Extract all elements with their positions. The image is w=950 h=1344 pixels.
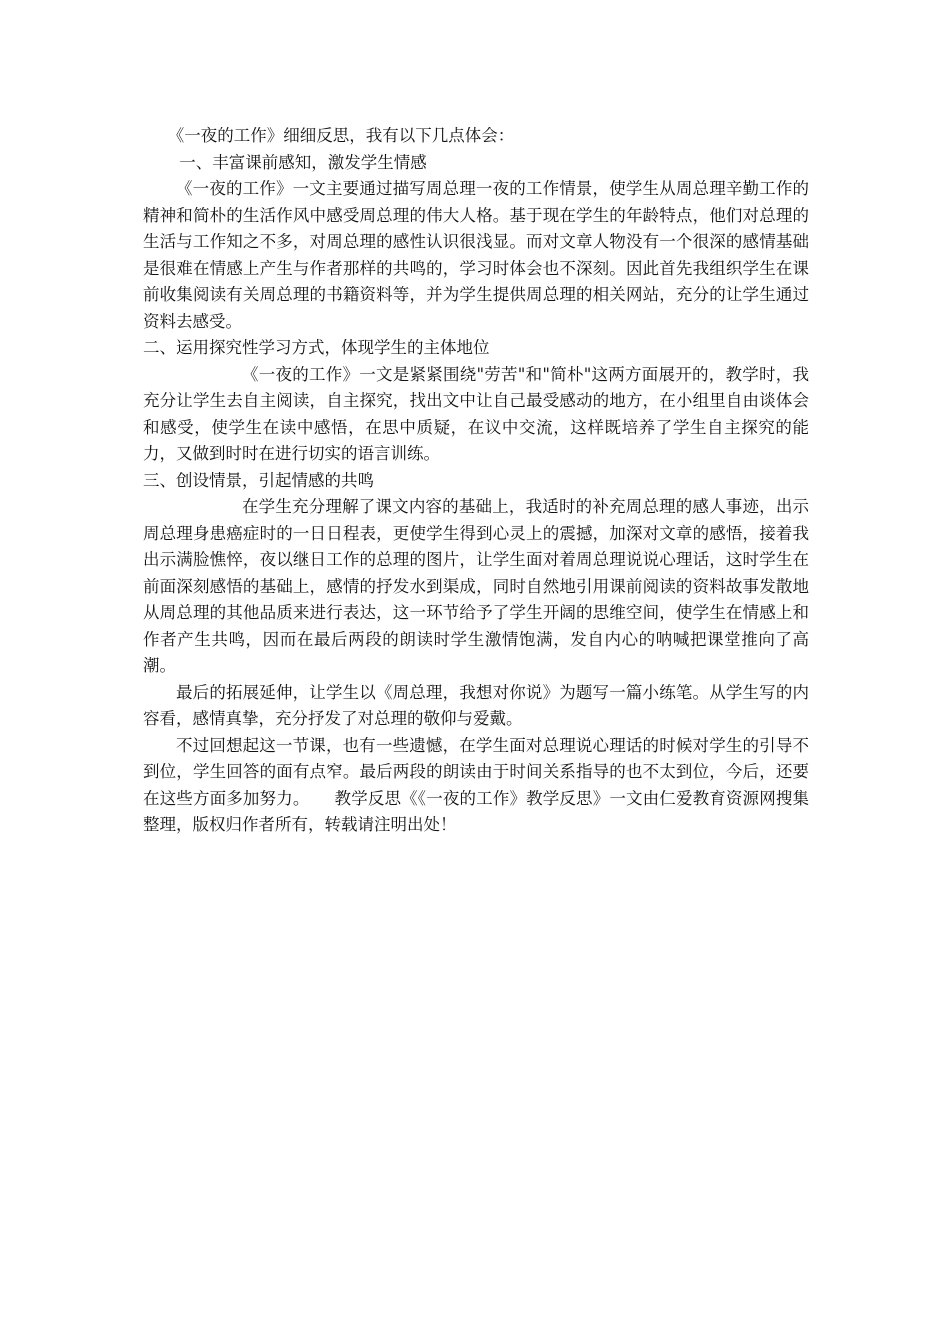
reflection-paragraph: 不过回想起这一节课，也有一些遗憾，在学生面对总理说心理话的时候对学生的引导不到位，学生回答的面有点窄。最后两段的朗读由于时间关系指导的也不太到位，今后，还要在这些方面多加努力。 教学反思《《一夜的工作》教学反思》一文由仁爱教育资源网搜集整理，版权归作者所有，转载请注明出处！ (143, 735, 809, 834)
section-1-heading: 一、丰富课前感知，激发学生情感 (179, 152, 427, 172)
document-body (143, 123, 809, 839)
section-1-paragraph: 《一夜的工作》一文主要通过描写周总理一夜的工作情景，使学生从周总理辛勤工作的精神和简朴的生活作风中感受周总理的伟大人格。基于现在学生的年龄特点，他们对总理的生活与工作知之不多，对周总理的感性认识很浅显。而对文章人物没有一个很深的感情基础是很难在情感上产生与作者那样的共鸣的，学习时体会也不深刻。因此首先我组织学生在课前收集阅读有关周总理的书籍资料等，并为学生提供周总理的相关网站，充分的让学生通过资料去感受。 (143, 179, 809, 331)
section-3-paragraph: 在学生充分理解了课文内容的基础上，我适时的补充周总理的感人事迹，出示周总理身患癌症时的一日日程表，更使学生得到心灵上的震撼，加深对文章的感悟，接着我出示满脸憔悴，夜以继日工作的总理的图片，让学生面对着周总理说说心理话，这时学生在前面深刻感悟的基础上，感情的抒发水到渠成，同时自然地引用课前阅读的资料故事发散地从周总理的其他品质来进行表达，这一环节给予了学生开阔的思维空间，使学生在情感上和作者产生共鸣，因而在最后两段的朗读时学生激情饱满，发自内心的呐喊把课堂推向了高潮。 (143, 497, 809, 675)
section-2-paragraph: 《一夜的工作》一文是紧紧围绕"劳苦"和"简朴"这两方面展开的，教学时，我充分让学生去自主阅读，自主探究，找出文中让自己最受感动的地方，在小组里自由谈体会和感受，使学生在读中感悟，在思中质疑，在议中交流，这样既培养了学生自主探究的能力，又做到时时在进行切实的语言训练。 (143, 364, 809, 463)
extension-paragraph: 最后的拓展延伸，让学生以《周总理，我想对你说》为题写一篇小练笔。从学生写的内容看，感情真挚，充分抒发了对总理的敬仰与爱戴。 (143, 682, 809, 728)
section-2-heading: 二、运用探究性学习方式，体现学生的主体地位 (143, 338, 490, 357)
section-3-heading: 三、创设情景，引起情感的共鸣 (143, 470, 374, 490)
intro-line: 《一夜的工作》细细反思，我有以下几点体会： (167, 126, 515, 145)
